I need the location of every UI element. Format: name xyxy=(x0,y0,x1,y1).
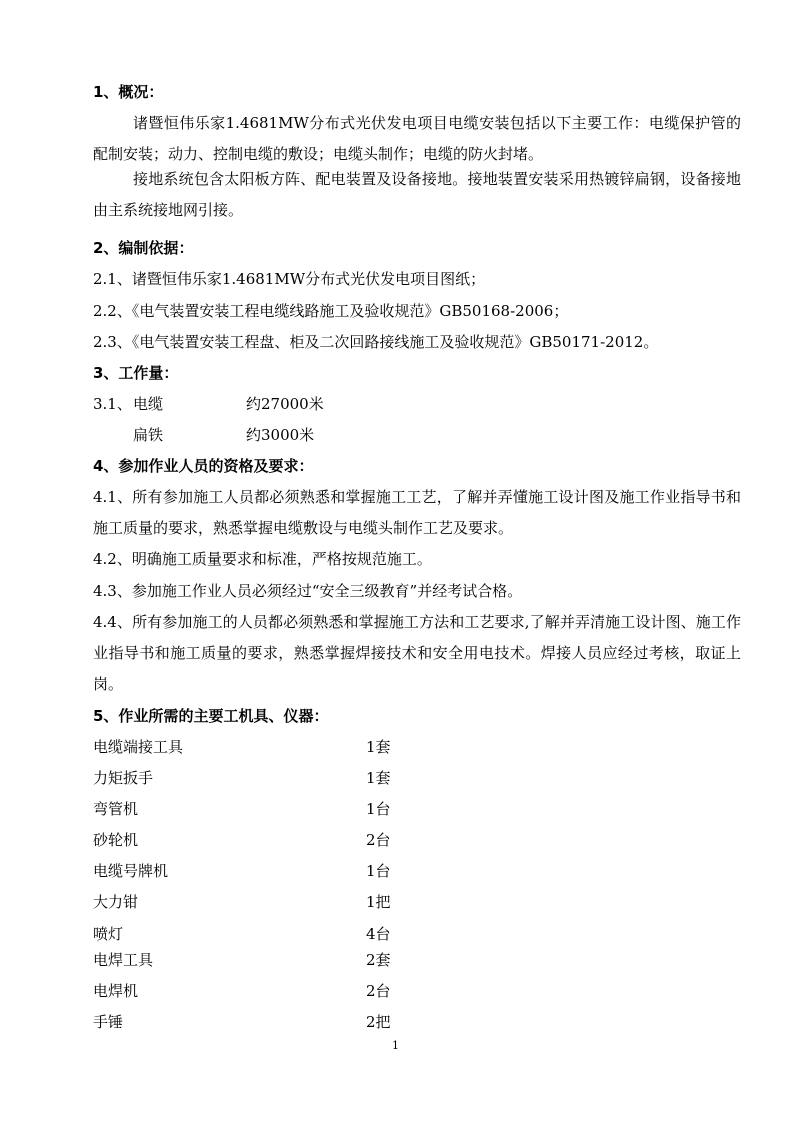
tool-quantity: 1台 xyxy=(366,800,391,818)
tool-quantity: 1把 xyxy=(366,893,391,911)
section-3-heading: 3、工作量： xyxy=(93,364,179,382)
requirement-item-3: 4.3、参加施工作业人员必须经过“安全三级教育”并经考试合格。 xyxy=(93,582,523,600)
page-number: 1 xyxy=(392,1039,399,1052)
tool-name: 喷灯 xyxy=(93,925,124,943)
workload-item-name: 扁铁 xyxy=(133,426,164,444)
tool-quantity: 2套 xyxy=(366,951,391,969)
tool-quantity: 2台 xyxy=(366,982,391,1000)
basis-item: 2.3、《电气装置安装工程盘、柜及二次回路接线施工及验收规范》GB50171-2012。 xyxy=(93,333,659,351)
tool-name: 电缆号牌机 xyxy=(93,862,169,880)
tool-quantity: 4台 xyxy=(366,925,391,943)
workload-item-value: 约3000米 xyxy=(246,426,315,444)
requirement-item-1: 4.1、所有参加施工人员都必须熟悉和掌握施工工艺，了解并弄懂施工设计图及施工作业指导书和施工质量的要求，熟悉掌握电缆敷设与电缆头制作工艺及要求。 xyxy=(93,488,741,537)
tool-name: 弯管机 xyxy=(93,800,139,818)
workload-item-name: 电缆 xyxy=(133,395,164,413)
tool-name: 砂轮机 xyxy=(93,831,139,849)
tool-name: 手锤 xyxy=(93,1013,124,1031)
tool-name: 大力钳 xyxy=(93,893,139,911)
tool-name: 电焊机 xyxy=(93,982,139,1000)
section-5-heading: 5、作业所需的主要工机具、仪器： xyxy=(93,707,329,725)
tool-quantity: 1套 xyxy=(366,738,391,756)
tool-name: 力矩扳手 xyxy=(93,769,154,787)
basis-item: 2.2、《电气装置安装工程电缆线路施工及验收规范》GB50168-2006； xyxy=(93,302,569,320)
tool-quantity: 1台 xyxy=(366,862,391,880)
tool-name: 电缆端接工具 xyxy=(93,738,184,756)
basis-item: 2.1、诸暨恒伟乐家1.4681MW分布式光伏发电项目图纸； xyxy=(93,270,486,288)
section-1-heading: 1、概况： xyxy=(93,83,164,101)
tool-quantity: 2台 xyxy=(366,831,391,849)
section-4-heading: 4、参加作业人员的资格及要求： xyxy=(93,457,314,475)
section-2-heading: 2、编制依据： xyxy=(93,239,194,257)
tool-name: 电焊工具 xyxy=(93,951,154,969)
tool-quantity: 1套 xyxy=(366,769,391,787)
section-1-paragraph-2: 接地系统包含太阳板方阵、配电装置及设备接地。接地装置安装采用热镀锌扁钢，设备接地由主系统接地网引接。 xyxy=(93,170,741,219)
requirement-item-2: 4.2、明确施工质量要求和标准，严格按规范施工。 xyxy=(93,550,432,568)
requirement-item-4: 4.4、所有参加施工的人员都必须熟悉和掌握施工方法和工艺要求,了解并弄清施工设计图、施工作业指导书和施工质量的要求，熟悉掌握焊接技术和安全用电技术。焊接人员应经过考核，取证上岗。 xyxy=(93,613,741,693)
workload-prefix: 3.1、 xyxy=(93,395,132,413)
tool-quantity: 2把 xyxy=(366,1013,391,1031)
workload-item-value: 约27000米 xyxy=(246,395,324,413)
section-1-paragraph-1: 诸暨恒伟乐家1.4681MW分布式光伏发电项目电缆安装包括以下主要工作：电缆保护管的配制安装；动力、控制电缆的敷设；电缆头制作；电缆的防火封堵。 xyxy=(93,114,741,163)
